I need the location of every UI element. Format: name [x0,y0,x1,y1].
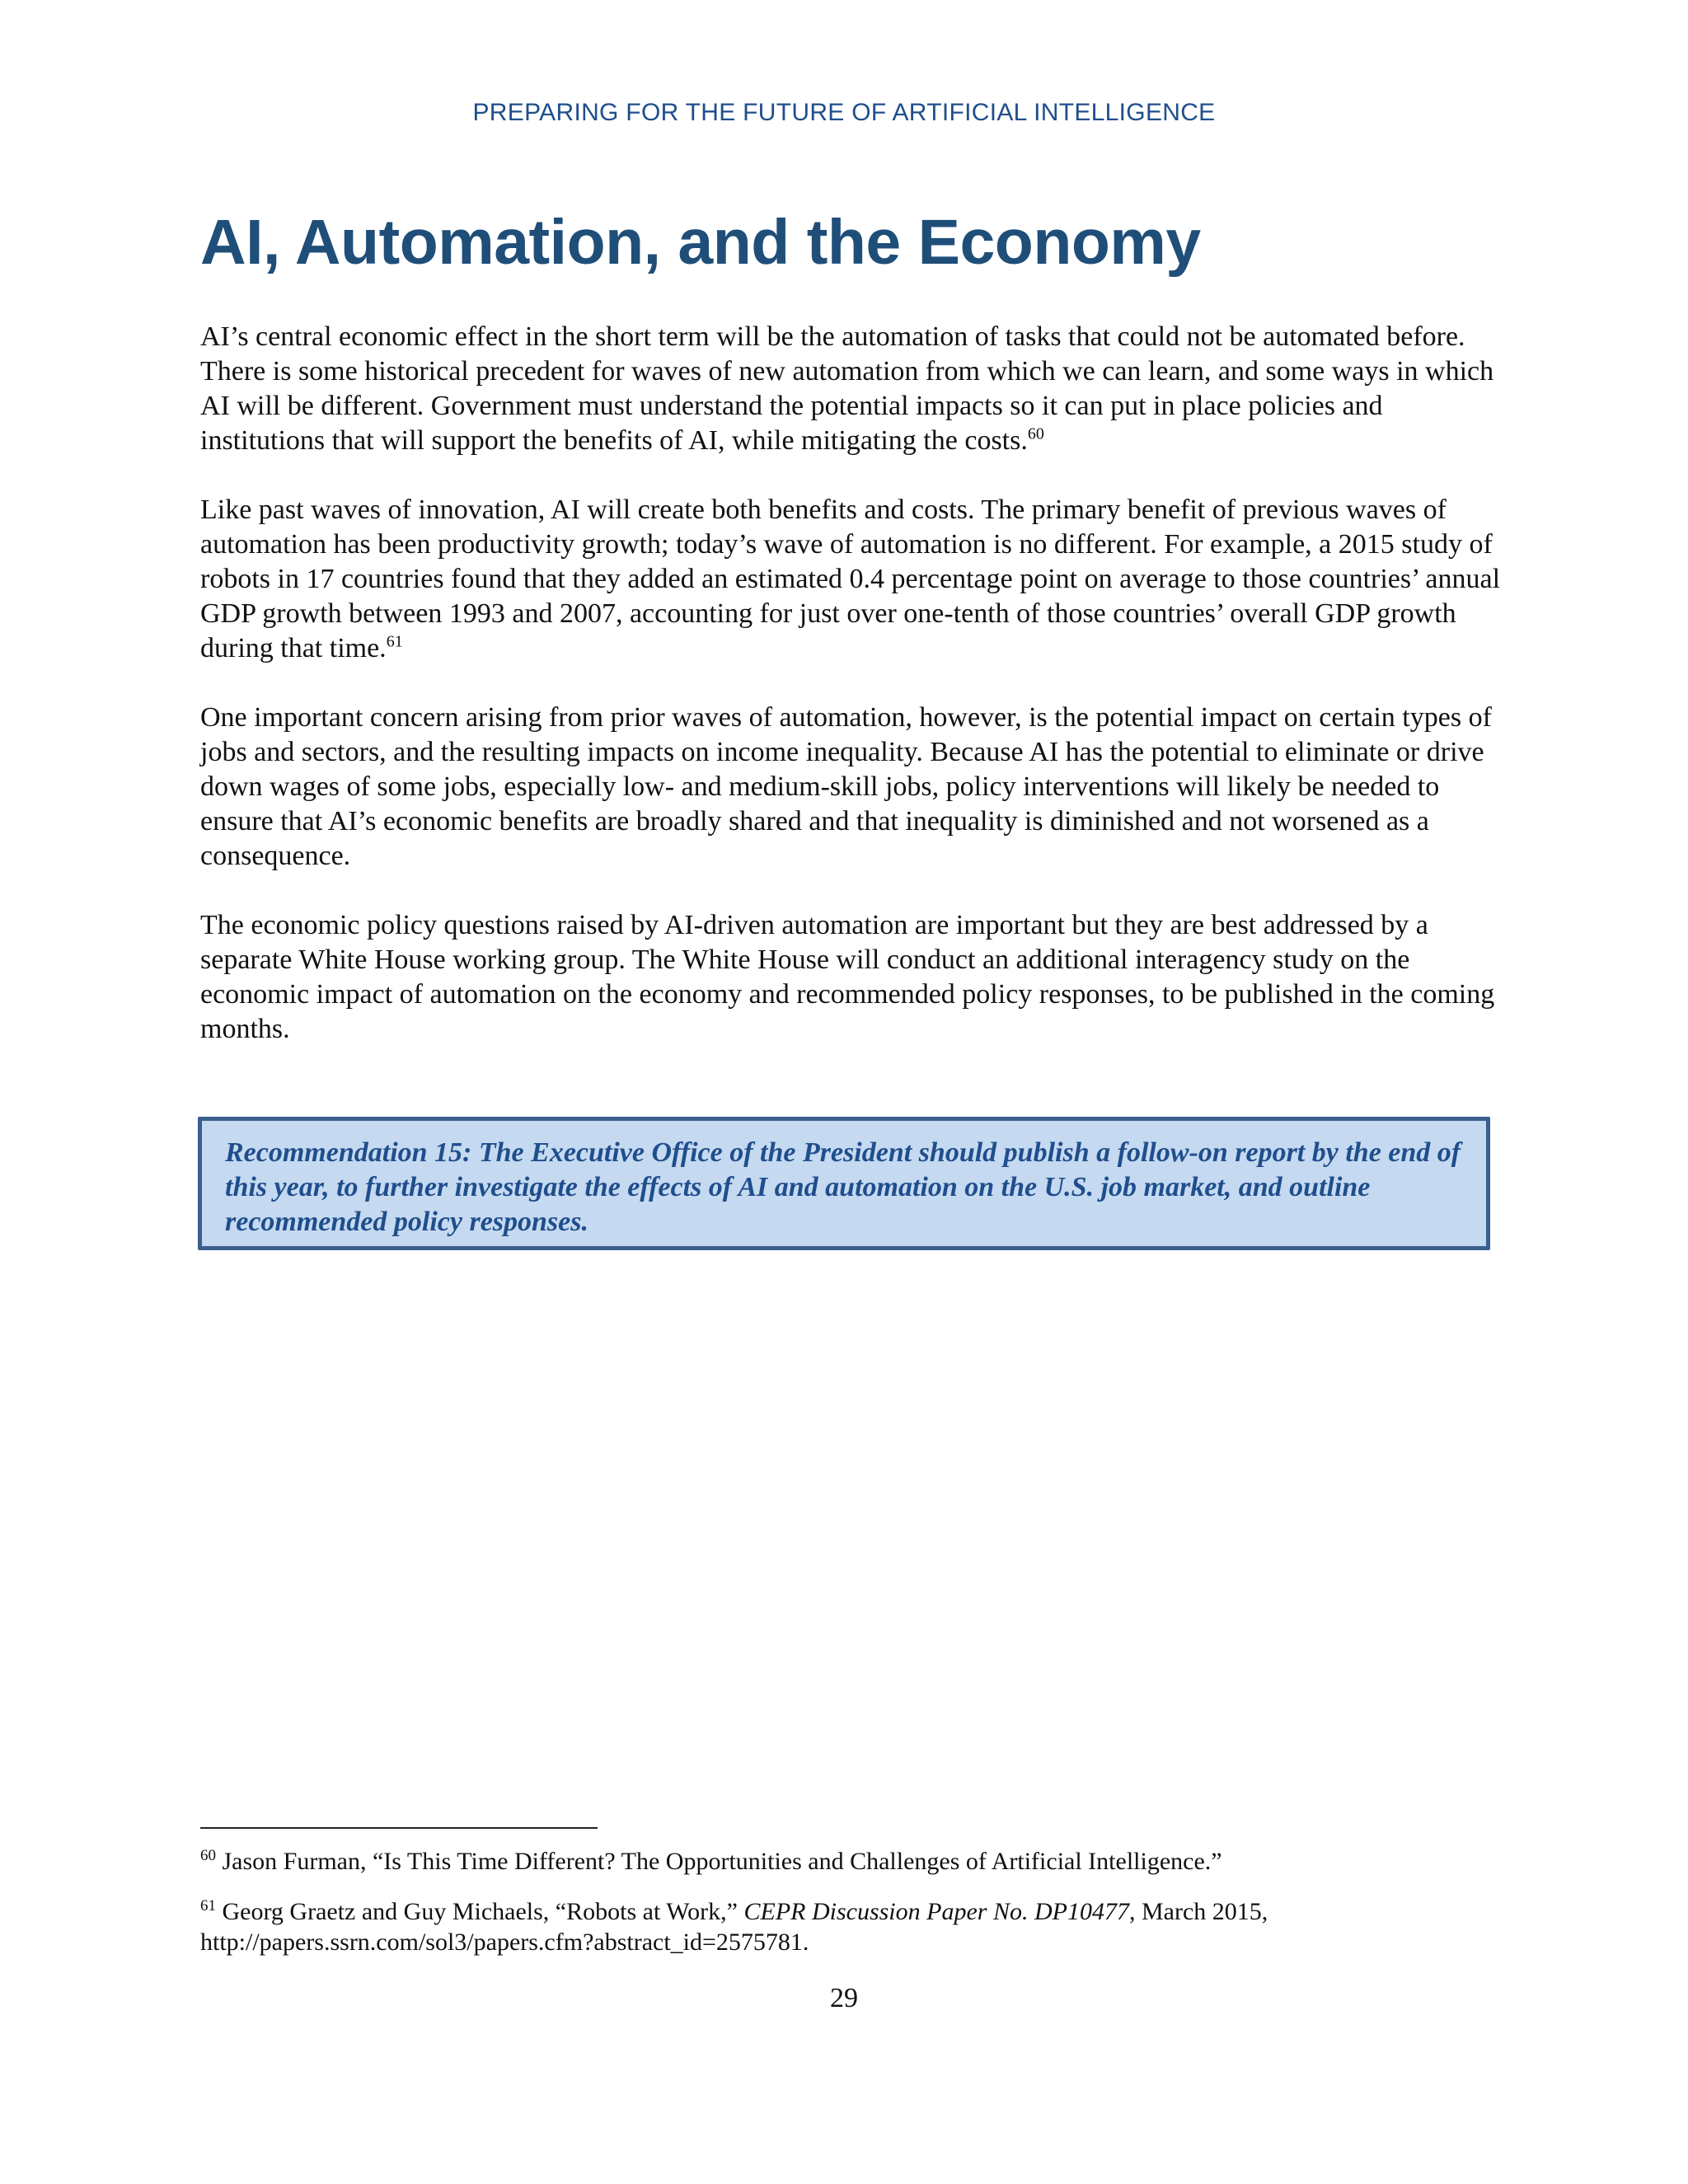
paragraph-text: The economic policy questions raised by AI-driven automation are important but they are best addressed by a separate White House working group. The White House will conduct an additional interagency study on the economic impact of automation on the economy and recommended policy responses, to be published in the coming months. [200,910,1495,1044]
footnote-text: Jason Furman, “Is This Time Different? The Opportunities and Challenges of Artificial Intelligence.” [222,1848,1222,1875]
paragraph-2 [200,493,1503,666]
footnotes [200,1846,1503,1977]
section-title: AI, Automation, and the Economy [200,207,1201,278]
footnote-ref-60[interactable]: 60 [1027,424,1044,443]
footnote-ref-61[interactable]: 61 [386,632,403,651]
footnote-text-before: Georg Graetz and Guy Michaels, “Robots at Work,” [222,1898,744,1925]
footnote-60 [200,1846,1503,1877]
footnote-number: 60 [200,1847,216,1864]
paragraph-text: AI’s central economic effect in the short term will be the automation of tasks that could not be automated before. There is some historical precedent for waves of new automation from which we can learn, and some ways in which AI will be different. Government must understand the potential impacts so it can put in place policies and institutions that will support the benefits of AI, while mitigating the costs. [200,321,1494,456]
paragraph-3 [200,701,1503,874]
footnote-italic-source: CEPR Discussion Paper No. DP10477 [743,1898,1129,1925]
paragraph-text: Like past waves of innovation, AI will create both benefits and costs. The primary benefit of previous waves of automation has been productivity growth; today’s wave of automation is no different. For example, a 2015 study of robots in 17 countries found that they added an estimated 0.4 percentage point on average to those countries’ annual GDP growth between 1993 and 2007, accounting for just over one-tenth of those countries’ overall GDP growth during that time. [200,494,1501,663]
footnote-number: 61 [200,1897,216,1915]
paragraph-1 [200,320,1503,458]
page-number: 29 [830,1983,858,2013]
running-header: PREPARING FOR THE FUTURE OF ARTIFICIAL INTELLIGENCE [472,99,1216,126]
footnote-text-after[interactable]: , March 2015, http://papers.ssrn.com/sol3/papers.cfm?abstract_id=2575781. [200,1898,1268,1956]
recommendation-box [198,1117,1490,1250]
paragraph-4 [200,908,1503,1047]
paragraph-text: One important concern arising from prior waves of automation, however, is the potential impact on certain types of jobs and sectors, and the resulting impacts on income inequality. Because AI has the potential to eliminate or drive down wages of some jobs, especially low- and medium-skill jobs, policy interventions will likely be needed to ensure that AI’s economic benefits are broadly shared and that inequality is diminished and not worsened as a consequence. [200,702,1492,871]
body-text [200,320,1503,1081]
footnote-divider [200,1827,598,1829]
recommendation-text: Recommendation 15: The Executive Office of the President should publish a follow-on report by the end of this year, to further investigate the effects of AI and automation on the U.S. job market, and outline recommended policy responses. [225,1137,1461,1237]
footnote-61 [200,1896,1503,1957]
